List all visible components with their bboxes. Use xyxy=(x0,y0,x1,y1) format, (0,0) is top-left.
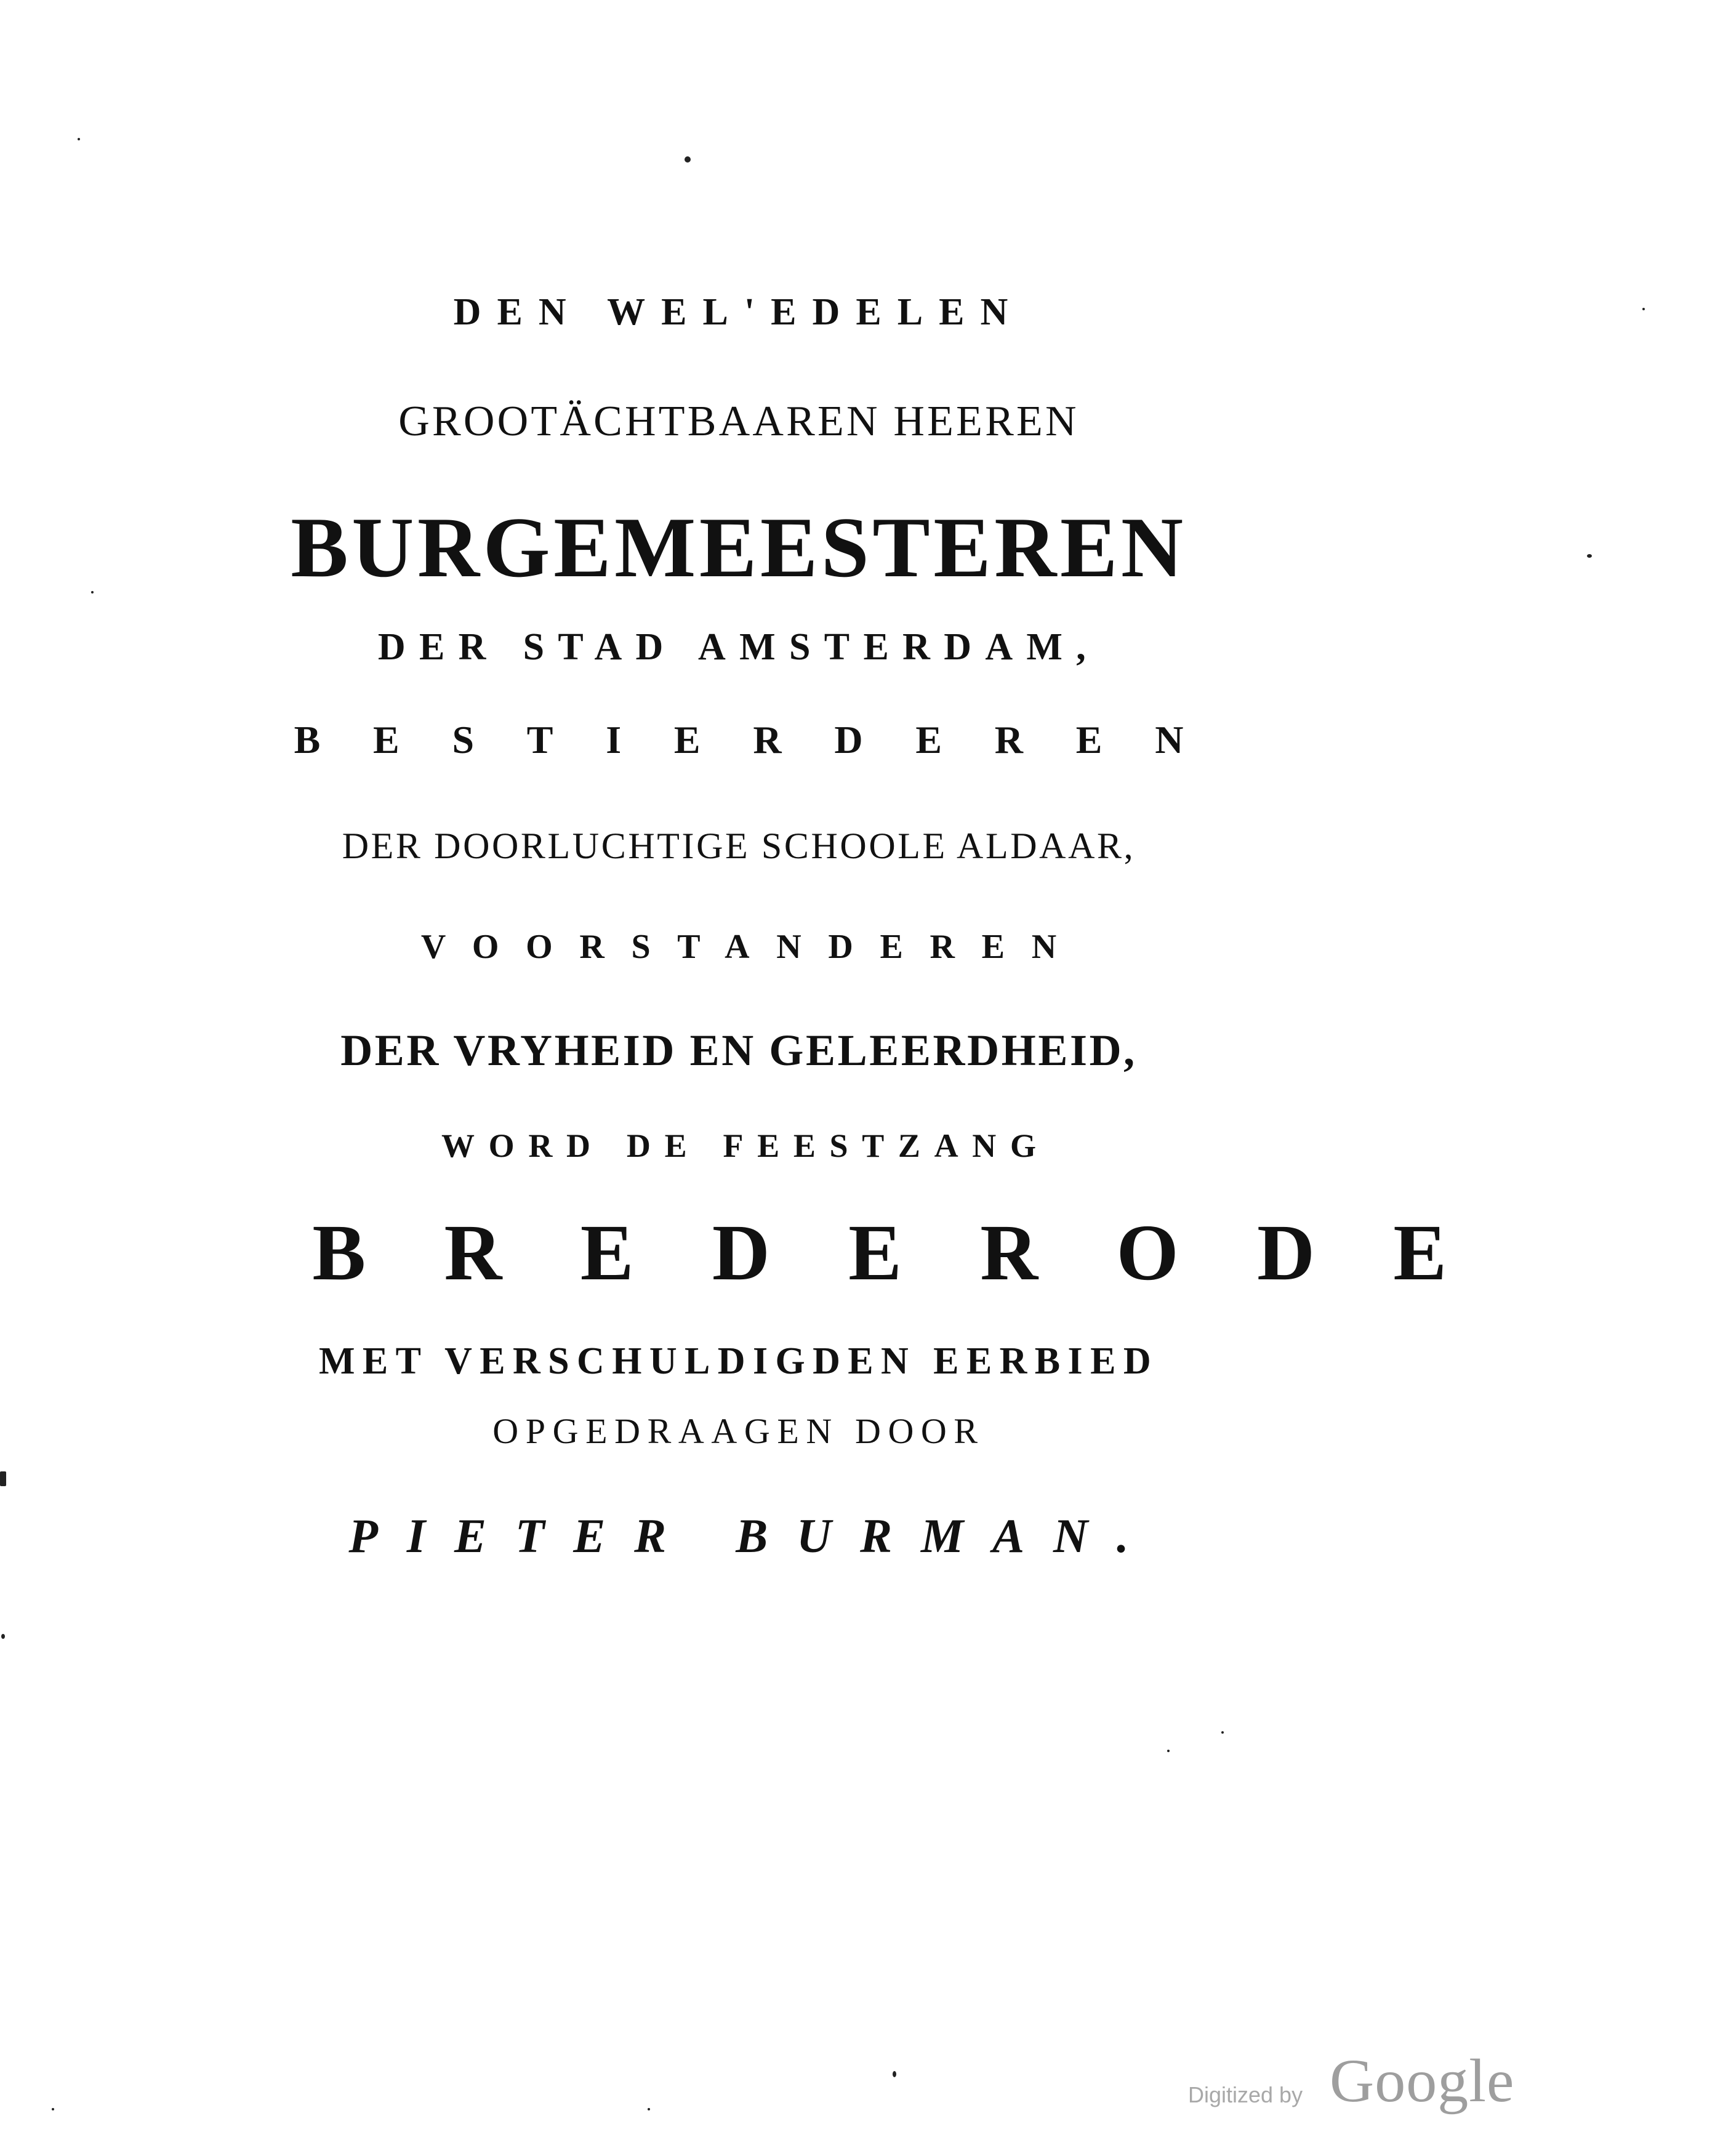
scan-speck xyxy=(78,138,80,140)
dedication-line-6: DER DOORLUCHTIGE SCHOOLE ALDAAR, xyxy=(342,826,1136,866)
scan-speck xyxy=(91,591,94,593)
scan-speck xyxy=(1167,1750,1170,1752)
dedication-line-2: GROOTÄCHTBAAREN HEEREN xyxy=(398,398,1079,445)
dedication-line-9: WORD DE FEESTZANG xyxy=(441,1127,1050,1164)
watermark-prefix: Digitized by xyxy=(1188,2082,1303,2107)
dedication-line-3: BURGEMEESTEREN xyxy=(291,500,1187,595)
scan-speck xyxy=(1221,1731,1224,1734)
scan-speck xyxy=(1587,554,1592,558)
scan-speck xyxy=(893,2071,896,2077)
dedication-line-1: DEN WEL'EDELEN xyxy=(453,291,1024,333)
dedication-line-4: DER STAD AMSTERDAM, xyxy=(377,626,1100,668)
dedication-line-7: VOORSTANDEREN xyxy=(420,928,1083,966)
dedication-line-5: BESTIERDEREN xyxy=(294,718,1237,762)
scan-speck xyxy=(52,2108,54,2110)
dedication-line-11: MET VERSCHULDIGDEN EERBIED xyxy=(318,1340,1159,1382)
digitization-watermark xyxy=(1188,2046,1533,2118)
scan-speck xyxy=(648,2108,650,2110)
scan-speck xyxy=(685,156,691,163)
dedication-line-12: OPGEDRAAGEN DOOR xyxy=(492,1411,985,1451)
scan-speck xyxy=(1,1634,5,1639)
dedication-line-10: BREDERODE xyxy=(312,1209,1525,1297)
google-logo: Google xyxy=(1330,2046,1515,2115)
scan-speck xyxy=(1642,308,1645,310)
scan-speck xyxy=(0,1471,6,1486)
dedication-line-8: DER VRYHEID EN GELEERDHEID, xyxy=(340,1026,1137,1075)
author-name: PIETER BURMAN. xyxy=(348,1509,1158,1563)
